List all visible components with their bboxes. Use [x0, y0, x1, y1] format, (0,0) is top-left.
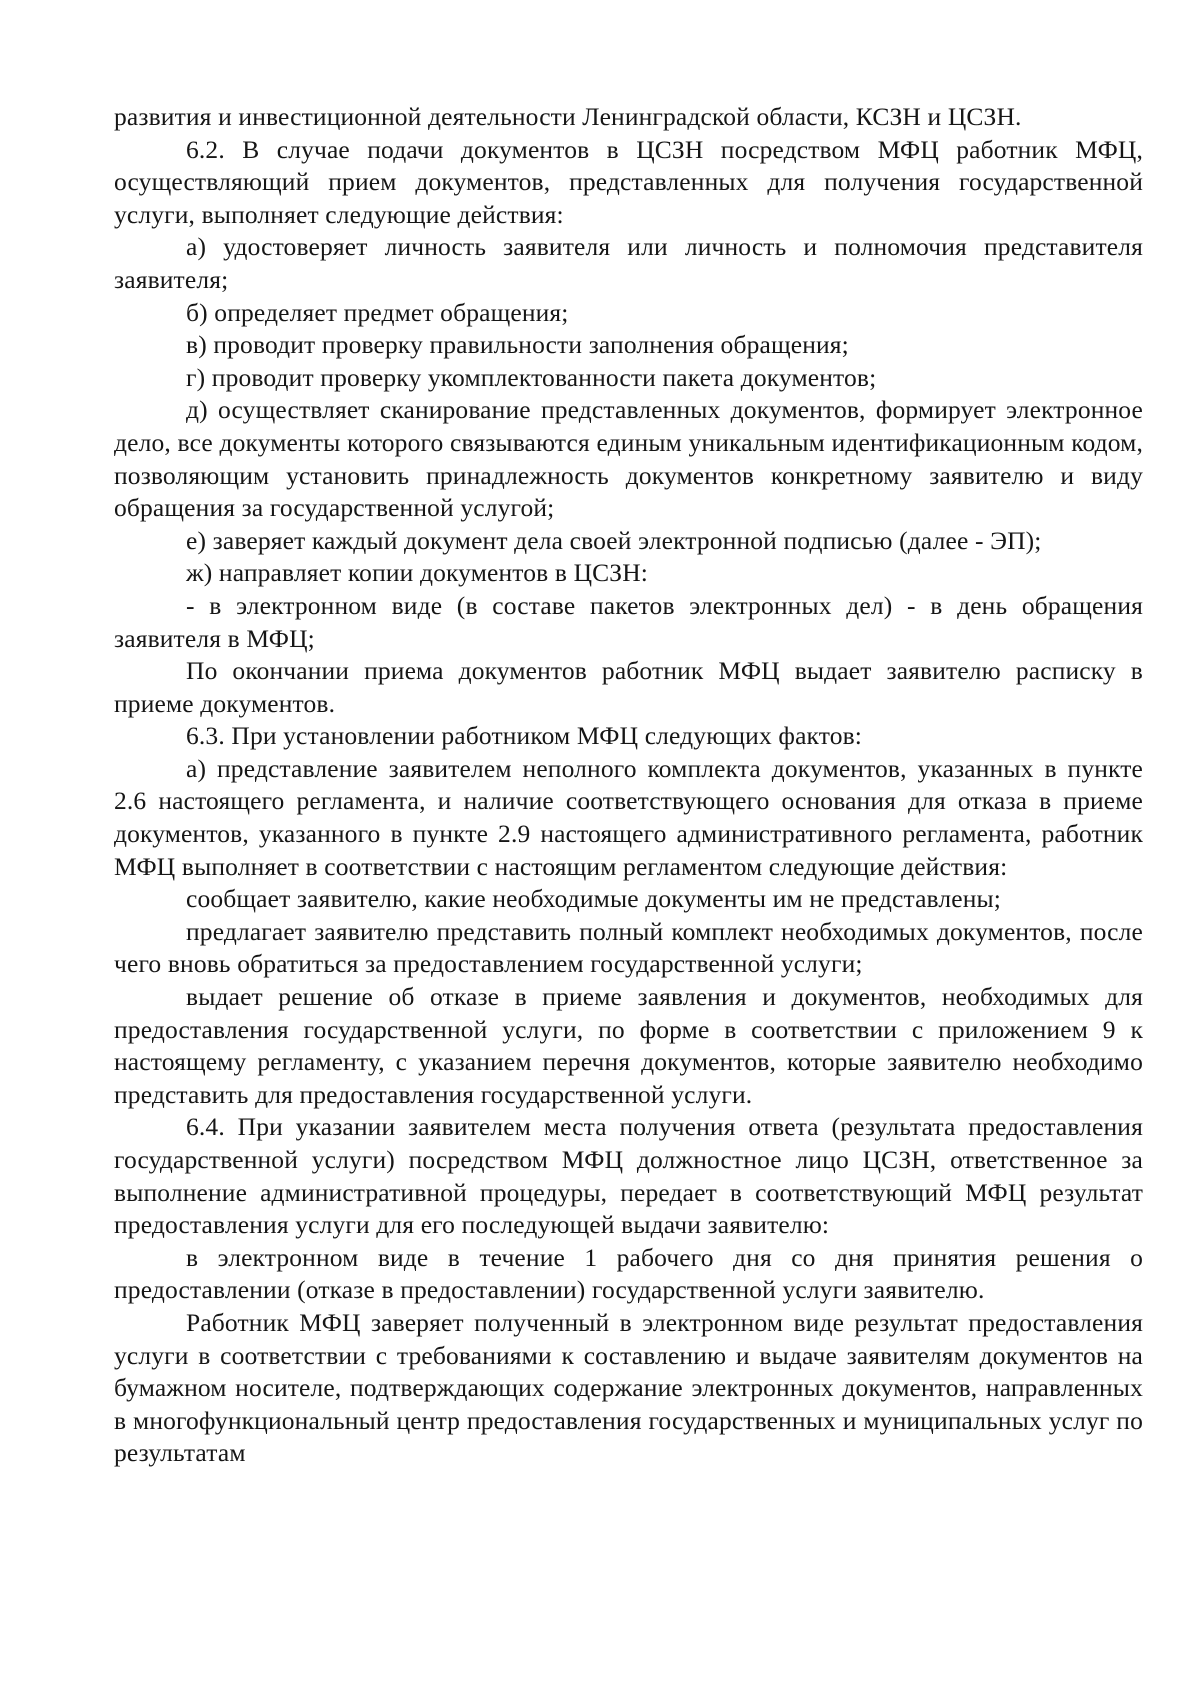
paragraph-item-g: г) проводит проверку укомплектованности пакета документов; — [186, 362, 877, 392]
paragraph-item-d: д) осуществляет сканирование представленных документов, формирует электронное дело, все документы которого связываются единым уникальным идентификационным кодом, позволяющим установить принадлежность документов конкретному заявителю и виду обращения за государственной услугой; — [114, 395, 1143, 523]
paragraph-6-2: 6.2. В случае подачи документов в ЦСЗН посредством МФЦ работник МФЦ, осуществляющий прием документов, представленных для получения государственной услуги, выполняет следующие действия: — [114, 134, 1143, 229]
paragraph-receipt: По окончании приема документов работник МФЦ выдает заявителю расписку в приеме документов. — [114, 656, 1143, 718]
document-body — [114, 101, 1143, 1470]
paragraph-electronic-term: в электронном виде в течение 1 рабочего дня со дня принятия решения о предоставлении (отказе в предоставлении) государственной услуги заявителю. — [114, 1242, 1143, 1305]
paragraph-certifies: Работник МФЦ заверяет полученный в электронном виде результат предоставления услуги в соответствии с требованиями к составлению и выдаче заявителям документов на бумажном носителе, подтверждающих содержание электронных документов, направленных в многофункциональный центр предоставления государственных и муниципальных услуг по результатам — [114, 1307, 1143, 1468]
paragraph-item-b: б) определяет предмет обращения; — [186, 297, 569, 327]
paragraph-electronic-form: - в электронном виде (в составе пакетов электронных дел) - в день обращения заявителя в МФЦ; — [114, 590, 1143, 653]
paragraph-item-v: в) проводит проверку правильности заполнения обращения; — [186, 330, 849, 360]
paragraph-refusal: выдает решение об отказе в приеме заявления и документов, необходимых для предоставления государственной услуги, по форме в соответствии с приложением 9 к настоящему регламенту, с указанием перечня документов, которые заявителю необходимо представить для предоставления государственной услуги. — [114, 982, 1143, 1109]
paragraph-offers: предлагает заявителю представить полный комплект необходимых документов, после чего вновь обратиться за предоставлением государственной услуги; — [114, 916, 1143, 979]
paragraph-6-3-item-a: а) представление заявителем неполного комплекта документов, указанных в пункте 2.6 настоящего регламента, и наличие соответствующего основания для отказа в приеме документов, указанного в пункте 2.9 настоящего административного регламента, работник МФЦ выполняет в соответствии с настоящим регламентом следующие действия: — [114, 753, 1143, 881]
paragraph-6-4: 6.4. При указании заявителем места получения ответа (результата предоставления государственной услуги) посредством МФЦ должностное лицо ЦСЗН, ответственное за выполнение административной процедуры, передает в соответствующий МФЦ результат предоставления услуги для его последующей выдачи заявителю: — [114, 1112, 1143, 1240]
paragraph-item-zh: ж) направляет копии документов в ЦСЗН: — [186, 558, 649, 588]
paragraph-6-3: 6.3. При установлении работником МФЦ следующих фактов: — [186, 721, 863, 751]
paragraph-item-e: е) заверяет каждый документ дела своей электронной подписью (далее - ЭП); — [186, 525, 1042, 555]
paragraph-informs: сообщает заявителю, какие необходимые документы им не представлены; — [186, 884, 1002, 914]
paragraph-continuation: развития и инвестиционной деятельности Ленинградской области, КСЗН и ЦСЗН. — [114, 102, 1022, 131]
paragraph-item-a: а) удостоверяет личность заявителя или личность и полномочия представителя заявителя; — [114, 232, 1143, 294]
